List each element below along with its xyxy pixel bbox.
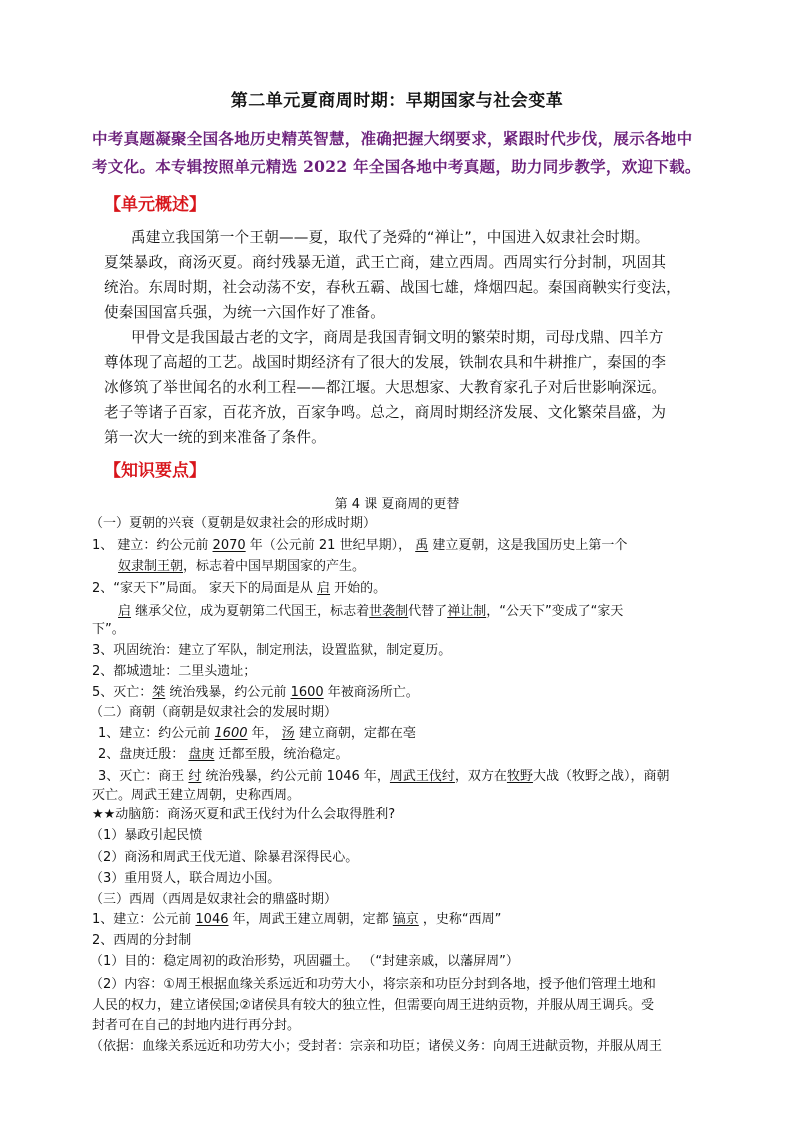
overview-line: 尊体现了高超的工艺。战国时期经济有了很大的发展，铁制农具和牛耕推广，秦国的李 xyxy=(104,354,667,371)
overview-line: 夏桀暴政，商汤灭夏。商纣残暴无道，武王亡商，建立西周。西周实行分封制，巩固其 xyxy=(104,254,667,271)
intro-line: 中考真题凝聚全国各地历史精英智慧，准确把握大纲要求，紧跟时代步伐，展示各地中 xyxy=(92,129,693,148)
shang-item-2: 2、盘庚迁殷： 盘庚 迁都至殷，统治稳定。 xyxy=(98,747,349,762)
overview-line: 冰修筑了举世闻名的水利工程——都江堰。大思想家、大教育家孔子对后世影响深远。 xyxy=(104,379,667,396)
xia-item-3: 3、巩固统治：建立了军队，制定刑法，设置监狱，制定夏历。 xyxy=(92,643,452,658)
fenfeng-purpose: （1）目的：稳定周初的政治形势，巩固疆土。 （“封建亲戚，以藩屏周”） xyxy=(90,954,519,969)
fenfeng-content: 人民的权力，建立诸侯国;②诸侯具有较大的独立性，但需要向周王进纳贡物，并服从周王调兵。受 xyxy=(92,998,655,1013)
xizhou-item-2: 2、西周的分封制 xyxy=(92,933,192,948)
xia-heading: （一）夏朝的兴衰（夏朝是奴隶社会的形成时期） xyxy=(90,516,377,531)
overview-line: 禹建立我国第一个王朝——夏，取代了尧舜的“禅让”，中国进入奴隶社会时期。 xyxy=(131,229,650,246)
xia-item-2-end: 下”。 xyxy=(92,622,125,637)
overview-heading: 【单元概述】 xyxy=(104,195,206,215)
xia-item-4: 2、都城遗址：二里头遗址； xyxy=(92,664,257,679)
keypoints-heading: 【知识要点】 xyxy=(104,461,206,481)
overview-line: 使秦国国富兵强，为统一六国作好了准备。 xyxy=(104,304,386,321)
reason-item: （1）暴政引起民愤 xyxy=(90,828,203,843)
overview-line: 甲骨文是我国最古老的文字，商周是我国青铜文明的繁荣时期，司母戊鼎、四羊方 xyxy=(131,329,664,346)
overview-line: 统治。东周时期，社会动荡不安，春秋五霸、战国七雄，烽烟四起。秦国商鞅实行变法， xyxy=(104,279,681,296)
fenfeng-content: 封者可在自己的封地内进行再分封。 xyxy=(92,1018,301,1033)
xia-item-5: 5、灭亡：桀 统治残暴，约公元前 1600 年被商汤所亡。 xyxy=(92,685,419,700)
xia-item-1: 1、 建立：约公元前 2070 年（公元前 21 世纪早期）， 禹 建立夏朝，这是我国历史上第一个 xyxy=(92,538,628,553)
shang-item-1: 1、建立：约公元前 1600 年， 汤 建立商朝，定都在亳 xyxy=(98,726,416,741)
xia-item-1-cont: 奴隶制王朝，标志着中国早期国家的产生。 xyxy=(118,559,366,574)
xia-item-2: 2、“家天下”局面。 家天下的局面是从 启 开始的。 xyxy=(92,581,387,596)
reason-item: （3）重用贤人，联合周边小国。 xyxy=(90,871,281,886)
xizhou-item-1: 1、建立：公元前 1046 年，周武王建立周朝，定都 镐京 ，史称“西周” xyxy=(92,912,502,927)
shang-heading: （二）商朝（商朝是奴隶社会的发展时期） xyxy=(90,705,338,720)
xizhou-heading: （三）西周（西周是奴隶社会的鼎盛时期） xyxy=(90,892,338,907)
xia-item-2-cont: 启 继承父位，成为夏朝第二代国王，标志着世袭制代替了禅让制，“公天下”变成了“家天 xyxy=(118,604,624,619)
page-title: 第二单元夏商周时期：早期国家与社会变革 xyxy=(230,91,564,111)
intro-line: 考文化。本专辑按照单元精选 2022 年全国各地中考真题，助力同步教学，欢迎下载。 xyxy=(92,157,701,176)
reason-item: （2）商汤和周武王伐无道、除暴君深得民心。 xyxy=(90,850,359,865)
shang-item-3: 3、灭亡：商王 纣 统治残暴，约公元前 1046 年，周武王伐纣，双方在牧野大战（牧野之战），商朝 xyxy=(98,769,670,784)
fenfeng-basis: （依据：血缘关系远近和功劳大小；受封者：宗亲和功臣；诸侯义务：向周王进献贡物，并服从周王 xyxy=(90,1039,663,1054)
overview-line: 第一次大一统的到来准备了条件。 xyxy=(104,429,326,446)
think-question: ★★动脑筋：商汤灭夏和武王伐纣为什么会取得胜利? xyxy=(92,807,396,822)
shang-item-3-end: 灭亡。周武王建立周朝，史称西周。 xyxy=(92,788,301,803)
fenfeng-content: （2）内容：①周王根据血缘关系远近和功劳大小，将宗亲和功臣分封到各地，授予他们管理土地和 xyxy=(90,977,656,992)
lesson-title: 第 4 课 夏商周的更替 xyxy=(334,497,460,512)
overview-line: 老子等诸子百家，百花齐放，百家争鸣。总之，商周时期经济发展、文化繁荣昌盛，为 xyxy=(104,404,667,421)
